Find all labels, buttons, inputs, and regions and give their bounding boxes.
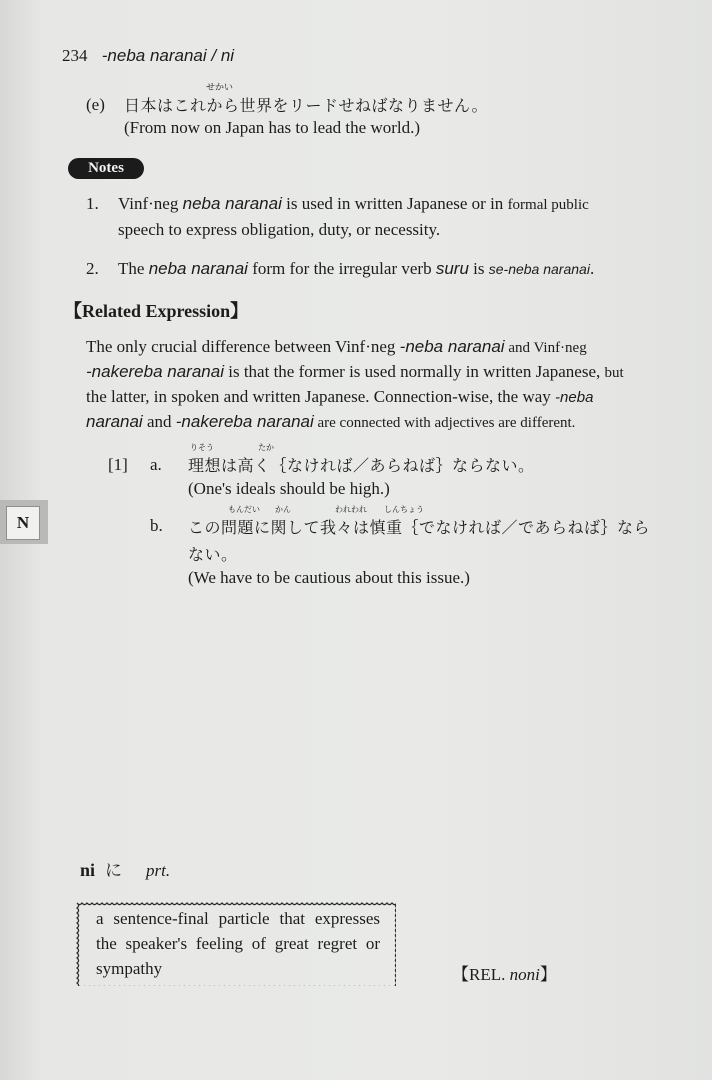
example-1b-japanese-1: この問題に関して我々は慎重｛でなければ／であらねば｝なら <box>188 518 651 537</box>
example-1-label: [1] <box>108 455 128 474</box>
note-text: is <box>468 259 489 278</box>
note-1-number: 1. <box>86 194 99 213</box>
example-e-label: (e) <box>86 95 105 114</box>
note-text: form for the irregular verb <box>247 259 436 278</box>
entry-kana: に <box>105 861 123 881</box>
related-expression-heading: 【Related Expression】 <box>64 301 249 321</box>
related-line-3 <box>86 387 593 407</box>
note-term: suru <box>435 259 469 278</box>
note-2-number: 2. <box>86 259 99 278</box>
related-reference <box>452 960 557 985</box>
para-term: naranai <box>86 412 143 431</box>
para-text: but <box>604 365 624 381</box>
entry-word: ni <box>80 860 96 880</box>
related-line-2 <box>86 362 624 382</box>
note-text: is used in written Japanese or in <box>281 194 508 213</box>
example-1b-label: b. <box>150 516 163 535</box>
para-term: -nakereba naranai <box>175 412 314 431</box>
para-term: -neba <box>555 389 594 406</box>
example-e-english: (From now on Japan has to lead the world.) <box>124 118 421 137</box>
note-1-line-2: speech to express obligation, duty, or necessity. <box>118 220 441 239</box>
para-text: The only crucial difference between Vinf·neg <box>86 337 400 356</box>
para-term: -nakereba naranai <box>86 362 224 381</box>
notes-badge: Notes <box>68 158 144 179</box>
note-text: formal public <box>507 197 589 213</box>
para-text: and Vinf·neg <box>504 340 587 356</box>
ruby-shinchou: しんちょう <box>384 505 424 514</box>
para-text: is that the former is used normally in written Japanese, <box>223 362 605 381</box>
note-text: . <box>589 259 595 278</box>
example-1b-japanese-2: ない。 <box>188 545 238 564</box>
para-term: -neba naranai <box>399 337 505 356</box>
definition-box <box>76 902 396 986</box>
running-header <box>62 46 234 66</box>
header-title: -neba naranai / ni <box>101 46 235 65</box>
rel-suffix: 】 <box>539 965 557 984</box>
ruby-taka: たか <box>258 443 274 452</box>
note-text: Vinf·neg <box>118 194 183 213</box>
note-term: neba naranai <box>182 194 282 213</box>
note-1-line-1 <box>118 194 589 214</box>
related-line-1 <box>86 337 587 357</box>
para-text: and <box>142 412 176 431</box>
ruby-kan: かん <box>275 505 291 514</box>
note-text: The <box>118 259 149 278</box>
thumb-index-letter: N <box>6 506 40 540</box>
note-term: se-neba naranai <box>488 261 590 277</box>
note-term: neba naranai <box>148 259 248 278</box>
ruby-wareware: われわれ <box>335 505 367 514</box>
page-number: 234 <box>62 46 88 65</box>
example-1b-english: (We have to be cautious about this issue.) <box>188 568 470 587</box>
ruby-risou: りそう <box>190 443 214 452</box>
entry-headword <box>80 856 170 881</box>
example-e-japanese: 日本はこれから世界をリードせねばなりません。 <box>124 96 488 115</box>
entry-pos: prt. <box>146 861 171 880</box>
rel-word: noni <box>509 965 540 984</box>
rel-prefix: 【REL. <box>452 965 510 984</box>
note-2-line <box>118 259 594 279</box>
example-1a-english: (One's ideals should be high.) <box>188 479 390 498</box>
para-text: are connected with adjectives are different. <box>313 415 576 431</box>
ruby-sekai: せかい <box>206 83 234 93</box>
related-line-4 <box>86 412 575 432</box>
thumb-index-tab <box>0 500 48 544</box>
definition-text: a sentence-final particle that expresses the speaker's feeling of great regret or sympathy <box>96 909 380 978</box>
ruby-mondai: もんだい <box>228 505 260 514</box>
para-text: the latter, in spoken and written Japanese. Connection-wise, the way <box>86 387 556 406</box>
example-1a-label: a. <box>150 455 162 474</box>
example-1a-japanese: 理想は高く｛なければ／あらねば｝ならない。 <box>188 456 535 475</box>
